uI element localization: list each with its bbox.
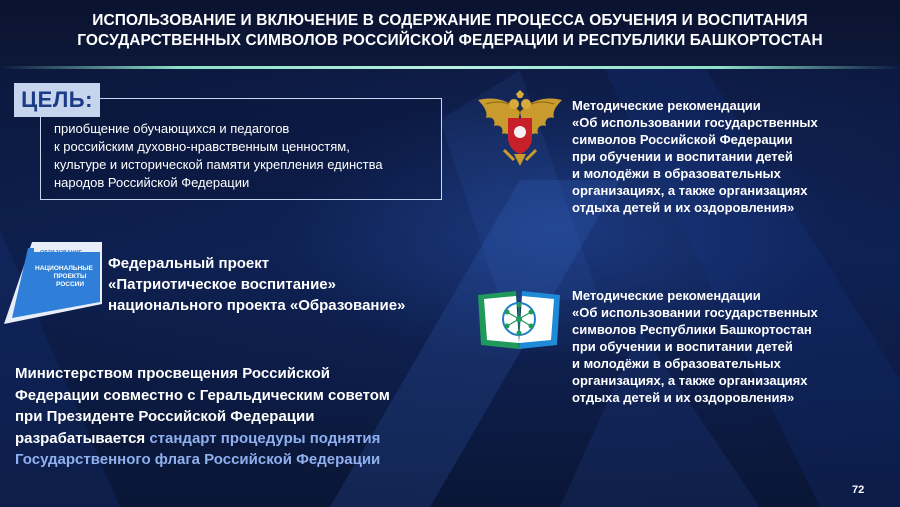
np-logo-line: РОССИИ: [55, 281, 85, 288]
recommendation-rf-line: отдыха детей и их оздоровления»: [572, 200, 795, 215]
federal-project-line: Федеральный проект: [108, 255, 270, 272]
ministry-line: Федерации совместно с Геральдическим советом: [15, 386, 390, 404]
recommendation-rb-line: отдыха детей и их оздоровления»: [572, 390, 795, 405]
title-divider: [0, 66, 900, 69]
recommendation-rb-line: и молодёжи в образовательных: [572, 356, 781, 371]
np-logo-top-label: ОБРАЗОВАНИЕ: [40, 250, 83, 256]
bashkortostan-education-emblem-icon: [478, 285, 560, 351]
recommendation-rf-line: Методические рекомендации: [572, 98, 761, 113]
title-line-1: ИСПОЛЬЗОВАНИЕ И ВКЛЮЧЕНИЕ В СОДЕРЖАНИЕ ПРОЦЕССА ОБУЧЕНИЯ И ВОСПИТАНИЯ: [92, 12, 808, 29]
page-title: [0, 11, 900, 51]
goal-line: приобщение обучающихся и педагогов: [54, 121, 290, 136]
federal-project-line: «Патриотическое воспитание»: [108, 276, 336, 293]
recommendation-rb-line: «Об использовании государственных: [572, 305, 818, 320]
goal-line: народов Российской Федерации: [54, 175, 250, 190]
title-line-2: ГОСУДАРСТВЕННЫХ СИМВОЛОВ РОССИЙСКОЙ ФЕДЕРАЦИИ И РЕСПУБЛИКИ БАШКОРТОСТАН: [77, 32, 823, 49]
recommendation-rf-line: «Об использовании государственных: [572, 115, 818, 130]
recommendation-rf-line: символов Российской Федерации: [572, 132, 793, 147]
np-logo-line: НАЦИОНАЛЬНЫЕ: [35, 265, 93, 272]
np-logo-line: ПРОЕКТЫ: [53, 273, 87, 280]
federal-project-text: [108, 253, 405, 316]
ministry-line: [15, 428, 390, 450]
ministry-eagle-emblem-icon: [474, 90, 566, 168]
recommendation-rb-line: организациях, а также организациях: [572, 373, 808, 388]
ministry-plain-text: разрабатывается: [15, 429, 150, 447]
goal-line: культуре и исторической памяти укрепления единства: [54, 157, 383, 172]
page-number: 72: [852, 484, 865, 496]
goal-text: [54, 120, 434, 192]
recommendation-rb-text: [572, 287, 818, 406]
recommendation-rb-line: Методические рекомендации: [572, 288, 761, 303]
ministry-highlight-line: Государственного флага Российской Федерации: [15, 451, 381, 468]
goal-tag: ЦЕЛЬ:: [14, 83, 100, 117]
recommendation-rf-text: [572, 97, 818, 216]
ministry-line: Министерством просвещения Российской: [15, 365, 330, 382]
recommendation-rf-line: и молодёжи в образовательных: [572, 166, 781, 181]
national-projects-logo: [4, 242, 102, 324]
recommendation-rf-line: организациях, а также организациях: [572, 183, 808, 198]
recommendation-rb-line: символов Республики Башкортостан: [572, 322, 812, 337]
ministry-highlight-text: стандарт процедуры поднятия: [149, 429, 381, 447]
ministry-text: [15, 363, 390, 471]
recommendation-rf-line: при обучении и воспитании детей: [572, 149, 793, 164]
goal-line: к российским духовно-нравственным ценностям,: [54, 139, 350, 154]
recommendation-rb-line: при обучении и воспитании детей: [572, 339, 793, 354]
ministry-line: при Президенте Российской Федерации: [15, 408, 315, 425]
federal-project-line: национального проекта «Образование»: [108, 297, 406, 314]
